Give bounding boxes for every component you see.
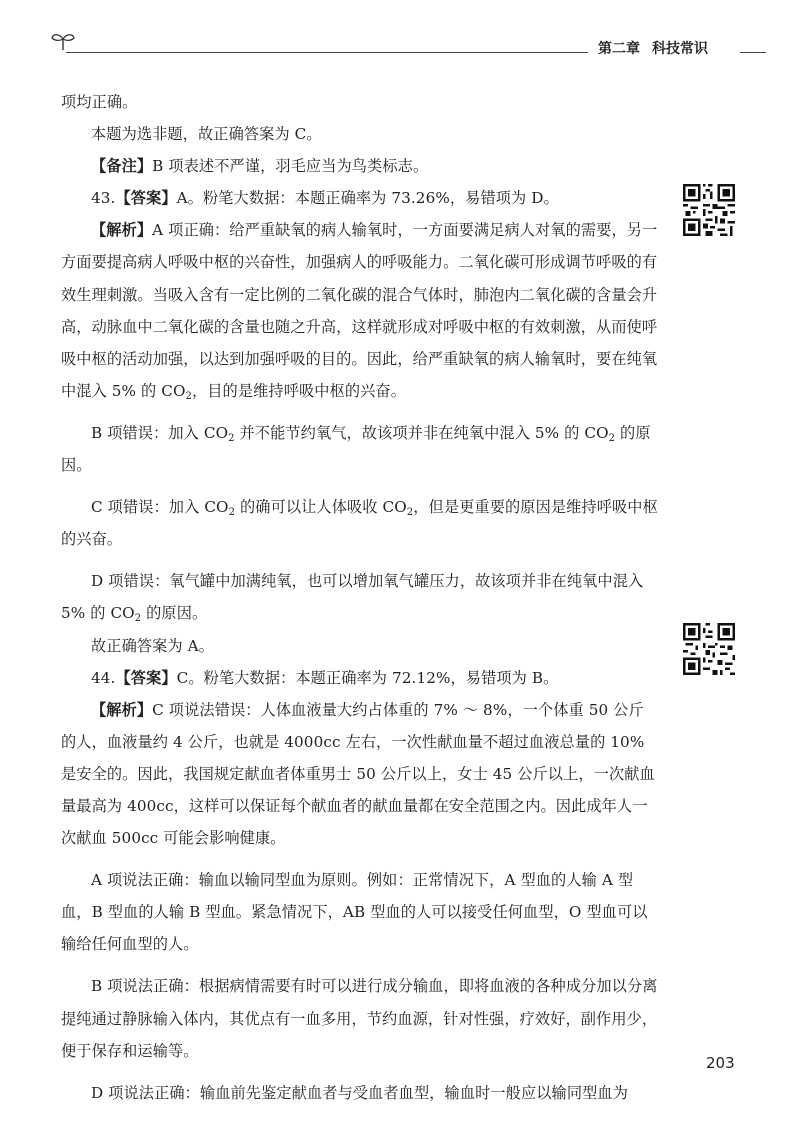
analysis-44-c: [61, 694, 659, 854]
paragraph: 本题为选非题，故正确答案为 C。: [91, 125, 322, 144]
answer-text: A。粉笔大数据：本题正确率为 73.26%，易错项为 D。: [176, 189, 559, 208]
answer-text: C。粉笔大数据：本题正确率为 72.12%，易错项为 B。: [176, 668, 559, 687]
answer-tag: 【答案】: [115, 668, 177, 687]
analysis-text: A 项正确：给严重缺氧的病人输氧时，一方面要满足病人对氧的需要，另一方面要提高病人呼吸中枢的兴奋性，加强病人的呼吸能力。二氧化碳可形成调节呼吸的有效生理刺激。当吸入含有一定比例的二氧化碳的混合气体时，肺泡内二氧化碳的含量会升高，动脉血中二氧化碳的含量也随之升高，这样就形成对呼吸中枢的有效刺激，从而使呼吸中枢的活动加强，以达到加强呼吸的目的。因此，给严重缺氧的病人输氧时，要在纯氧中混入 5% 的: [61, 221, 658, 400]
analysis-tag: 【解析】: [91, 700, 153, 719]
header-rule-tail: [740, 52, 766, 53]
co2-formula: $CO_2$: [204, 498, 236, 519]
note-tag: 【备注】: [91, 157, 153, 176]
analysis-text: ，目的是维持呼吸中枢的兴奋。: [191, 381, 407, 400]
chapter-label: 第二章: [598, 41, 640, 57]
sprout-icon: [50, 30, 76, 52]
page-number: 203: [706, 1054, 735, 1072]
analysis-tag: 【解析】: [91, 221, 153, 240]
co2-formula: $CO_2$: [203, 423, 235, 444]
co2-formula: $CO_2$: [110, 604, 142, 625]
co2-formula: $CO_2$: [382, 498, 414, 519]
note-paragraph: [61, 150, 659, 182]
analysis-44-d: D 项说法正确：输血前先鉴定献血者与受血者血型，输血时一般应以输同型血为: [91, 1083, 628, 1102]
paragraph: 项均正确。: [61, 93, 138, 111]
question-number: 44.: [91, 668, 116, 687]
header-rule: [66, 52, 588, 53]
conclusion-43: 故正确答案为 A。: [91, 636, 215, 655]
chapter-title: 科技常识: [652, 41, 708, 57]
analysis-44-a: A 项说法正确：输血以输同型血为原则。例如：正常情况下，A 型血的人输 A 型血，B 型血的人输 B 型血。紧急情况下，AB 型血的人可以接受任何血型，O 型血可以输给任何血型的人。: [61, 871, 648, 954]
page-header: [0, 0, 800, 70]
analysis-43-a: [61, 214, 659, 407]
note-text: B 项表述不严谨，羽毛应当为鸟类标志。: [152, 157, 429, 176]
analysis-43-c: C 项错误：加入 $CO_2$ 的确可以让人体吸收 $CO_2$，但是更重要的原因是维持呼吸中枢的兴奋。: [61, 498, 658, 549]
page-body: [61, 86, 659, 1109]
analysis-43-b: B 项错误：加入 $CO_2$ 并不能节约氧气，故该项并非在纯氧中混入 5% 的 $CO_2$ 的原因。: [61, 423, 651, 475]
analysis-44-b: B 项说法正确：根据病情需要有时可以进行成分输血，即将血液的各种成分加以分离提纯通过静脉输入体内，其优点有一血多用，节约血源，针对性强，疗效好，副作用少，便于保存和运输等。: [61, 977, 658, 1060]
analysis-text: C 项说法错误：人体血液量大约占体重的 7% ～ 8%，一个体重 50 公斤的人，血液量约 4 公斤，也就是 4000cc 左右，一次性献血量不超过血液总量的 10% 是安全的。因此，我国规定献血者体重男士 50 公斤以上，女士 45 公斤以上，一次献血量最高为 400cc，这样可以保证每个献血者的献血量都在安全范围之内。因此成年人一次献血 500cc 可能会影响健康。: [61, 700, 655, 848]
qr-code-icon[interactable]: [683, 623, 735, 675]
co2-formula: $CO_2$: [584, 423, 616, 444]
co2-formula: $CO_2$: [161, 381, 192, 402]
qr-code-icon[interactable]: [683, 184, 735, 236]
answer-44: [61, 662, 659, 694]
chapter-heading: [598, 38, 708, 58]
answer-43: [61, 182, 659, 214]
analysis-43-d: D 项错误：氧气罐中加满纯氧，也可以增加氧气罐压力，故该项并非在纯氧中混入 5% 的 $CO_2$ 的原因。: [61, 572, 644, 625]
answer-tag: 【答案】: [115, 189, 177, 208]
question-number: 43.: [91, 189, 116, 208]
